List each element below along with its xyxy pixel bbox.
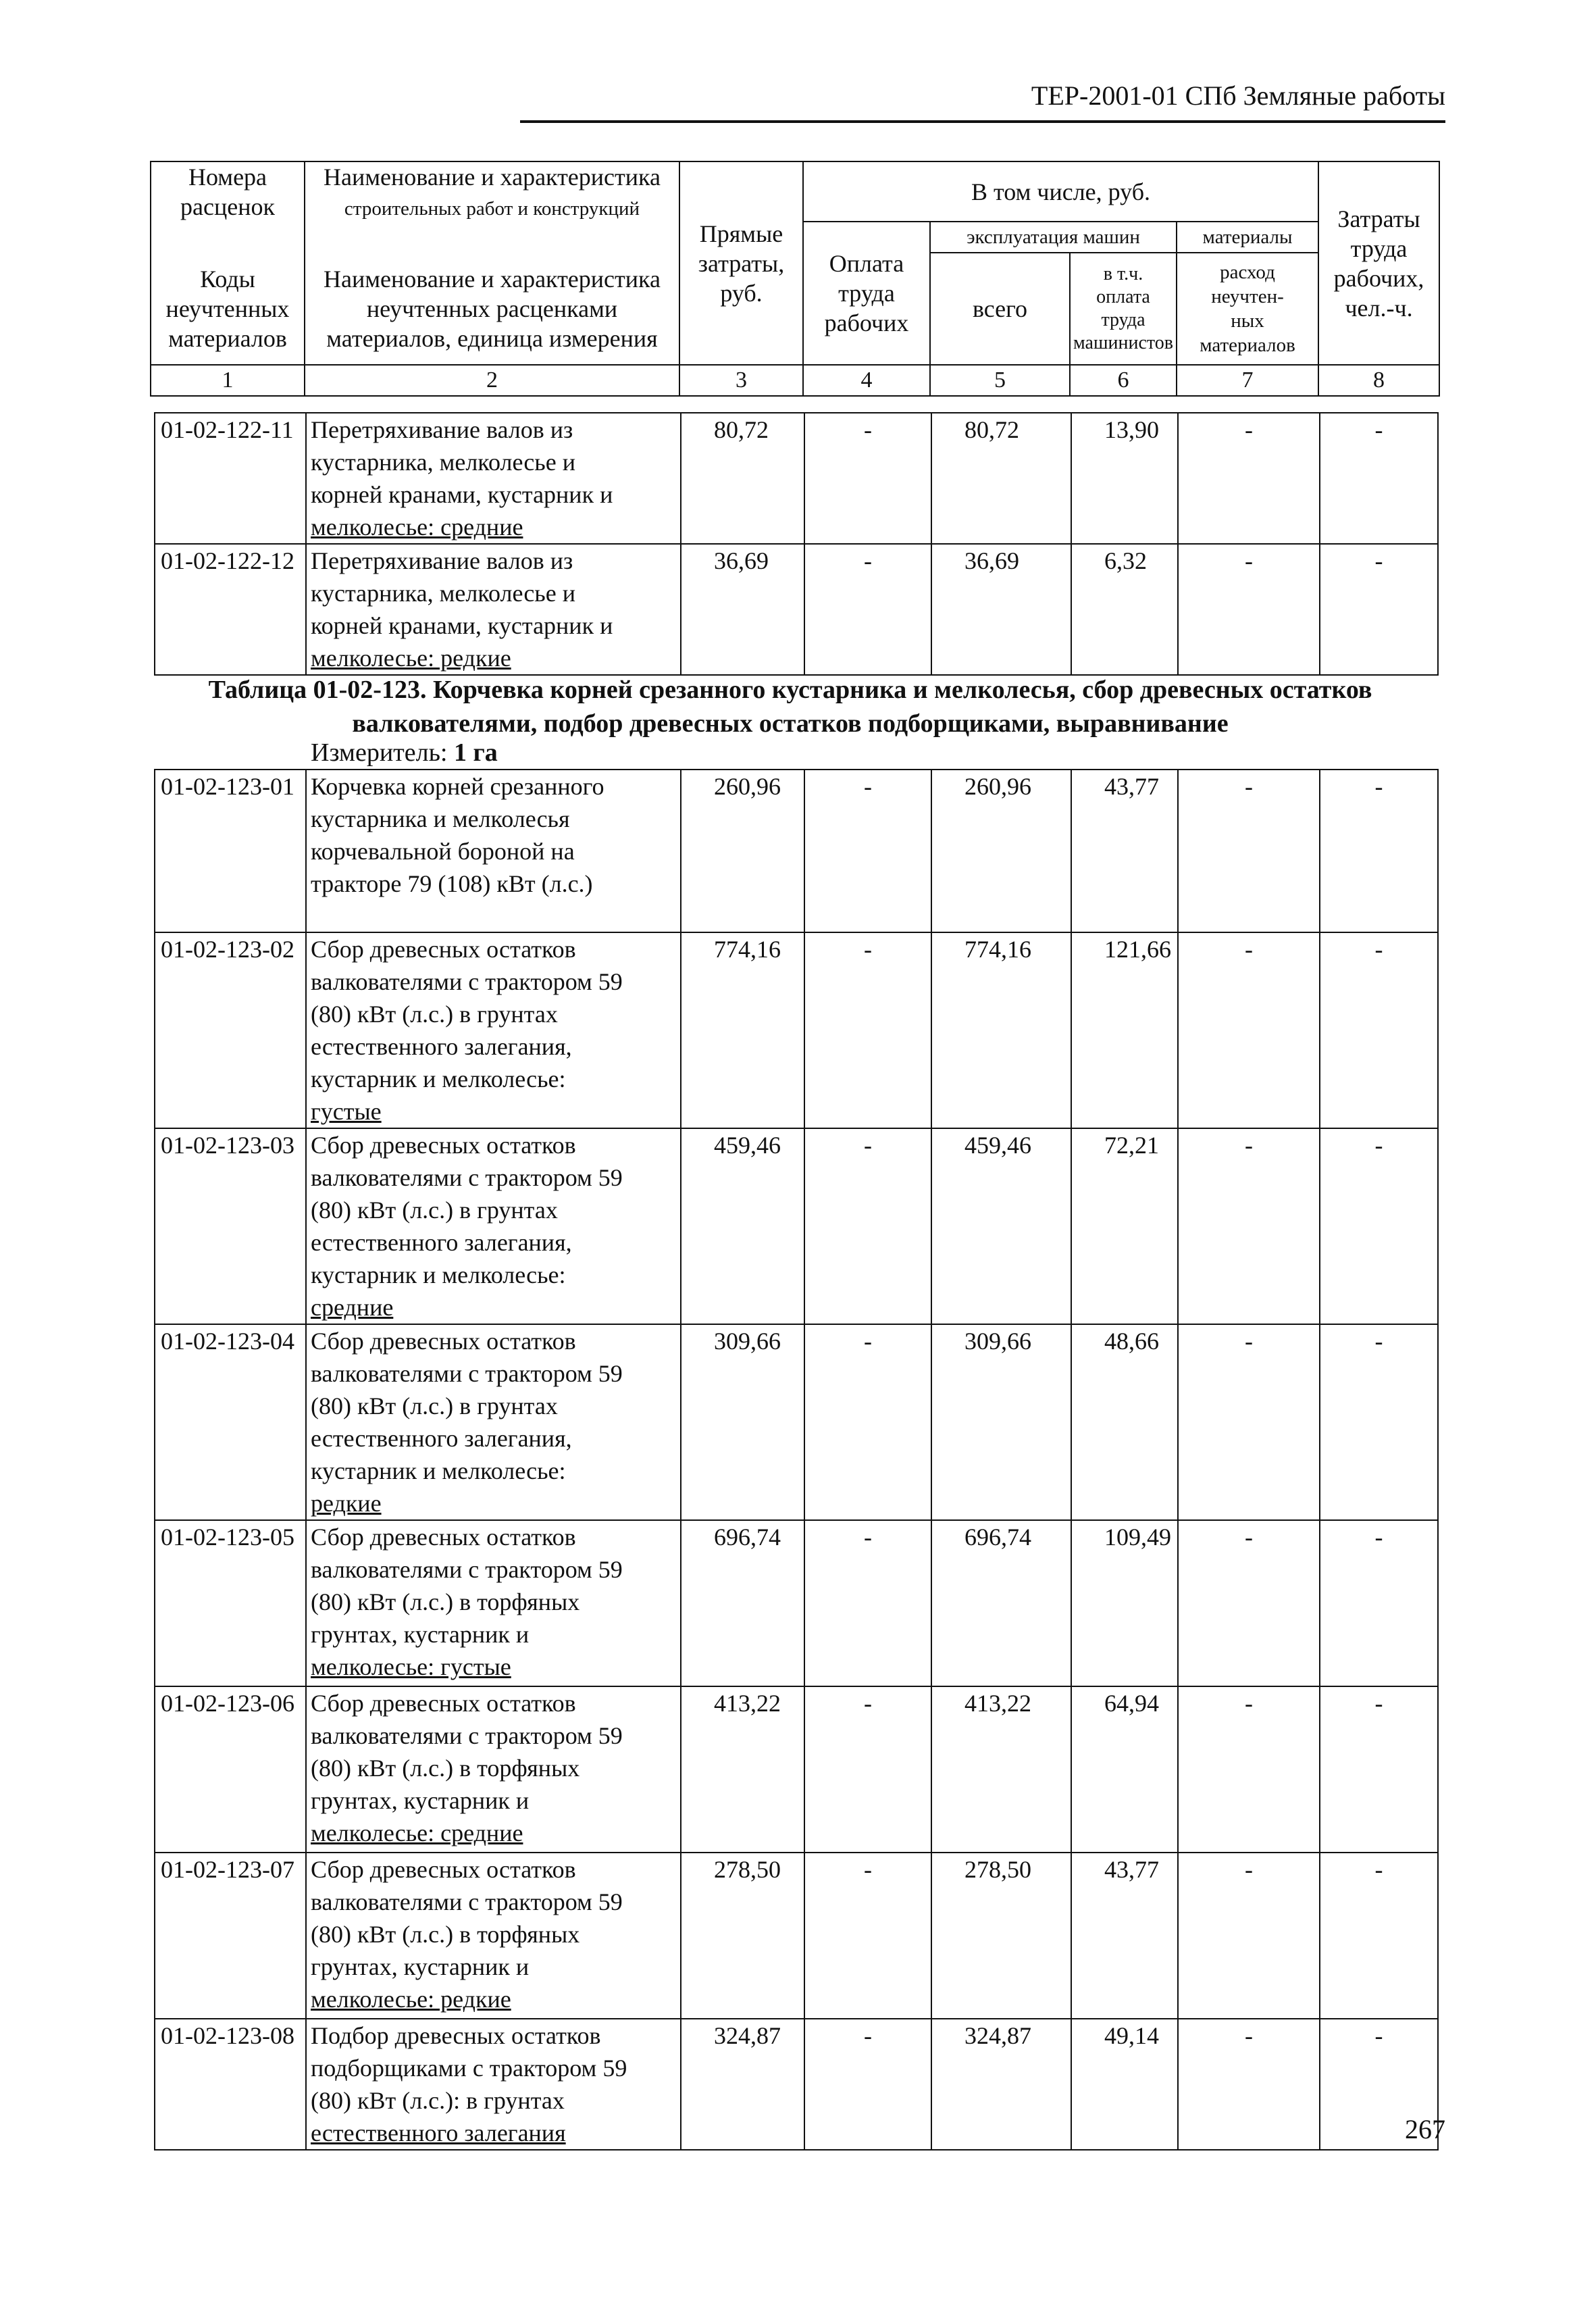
page-number: 267 [1405, 2114, 1445, 2144]
materials-usage: - [1178, 2019, 1320, 2150]
labor-cost: - [804, 544, 931, 675]
machinist-labor-cost: 43,77 [1071, 1853, 1178, 2019]
direct-cost: 278,50 [681, 1853, 804, 2019]
work-description-text: Сбор древесных остатков валкователями с трактором 59 (80) кВт (л.с.) в грунтах естественного залегания, кустарник и мелколесье: [311, 1132, 623, 1288]
work-description-text: Сбор древесных остатков валкователями с трактором 59 (80) кВт (л.с.) в торфяных грунтах, кустарник и [311, 1690, 623, 1814]
rate-code: 01-02-123-07 [155, 1853, 306, 2019]
work-description [306, 932, 681, 1128]
rates-table-123 [154, 769, 1439, 2150]
table-row [155, 1128, 1438, 1324]
work-description-last-line: естественного залегания [311, 2119, 566, 2146]
col5-header: всего [930, 253, 1070, 365]
measure-unit: Измеритель: 1 га [311, 738, 498, 767]
machine-cost-total: 774,16 [931, 932, 1071, 1128]
materials-usage: - [1178, 413, 1320, 544]
table-row [155, 1686, 1438, 1853]
machines-header: эксплуатация машин [930, 222, 1177, 253]
work-description [306, 1324, 681, 1520]
col-number: 7 [1177, 365, 1318, 396]
rate-code: 01-02-123-04 [155, 1324, 306, 1520]
materials-usage: - [1178, 770, 1320, 932]
direct-cost: 459,46 [681, 1128, 804, 1324]
work-description-last-line: мелколесье: редкие [311, 645, 511, 672]
direct-cost: 80,72 [681, 413, 804, 544]
labor-cost: - [804, 1324, 931, 1520]
labor-hours: - [1320, 770, 1438, 932]
col1-bottom-header: Коды неучтенных материалов [151, 222, 305, 365]
labor-hours: - [1320, 932, 1438, 1128]
machine-cost-total: 413,22 [931, 1686, 1071, 1853]
col-number: 5 [930, 365, 1070, 396]
labor-cost: - [804, 2019, 931, 2150]
col-number: 3 [679, 365, 803, 396]
work-description-text: Перетряхивание валов из кустарника, мелколесье и корней кранами, кустарник и [311, 416, 613, 508]
work-description-text: Сбор древесных остатков валкователями с трактором 59 (80) кВт (л.с.) в грунтах естественного залегания, кустарник и мелколесье: [311, 936, 623, 1092]
col8-header: Затраты труда рабочих, чел.-ч. [1318, 161, 1439, 365]
header-rule [520, 120, 1445, 123]
machine-cost-total: 696,74 [931, 1520, 1071, 1686]
rate-code: 01-02-122-11 [155, 413, 306, 544]
materials-usage: - [1178, 1520, 1320, 1686]
labor-hours: - [1320, 413, 1438, 544]
machinist-labor-cost: 49,14 [1071, 2019, 1178, 2150]
work-description-text: Подбор древесных остатков подборщиками с трактором 59 (80) кВт (л.с.): в грунтах [311, 2022, 627, 2114]
rate-code: 01-02-123-05 [155, 1520, 306, 1686]
col7-header: расход неучтен- ных материалов [1177, 253, 1318, 365]
machinist-labor-cost: 13,90 [1071, 413, 1178, 544]
table-row [155, 770, 1438, 932]
materials-usage: - [1178, 932, 1320, 1128]
rate-code: 01-02-123-02 [155, 932, 306, 1128]
labor-cost: - [804, 1853, 931, 2019]
labor-hours: - [1320, 2019, 1438, 2150]
col3-header: Прямые затраты, руб. [679, 161, 803, 365]
direct-cost: 413,22 [681, 1686, 804, 1853]
table-row [155, 544, 1438, 675]
labor-hours: - [1320, 1324, 1438, 1520]
direct-cost: 696,74 [681, 1520, 804, 1686]
rate-code: 01-02-123-08 [155, 2019, 306, 2150]
table-row [155, 1853, 1438, 2019]
labor-hours: - [1320, 544, 1438, 675]
table-row [155, 1324, 1438, 1520]
labor-hours: - [1320, 1520, 1438, 1686]
labor-hours: - [1320, 1128, 1438, 1324]
column-header-table [150, 161, 1440, 397]
rate-code: 01-02-123-01 [155, 770, 306, 932]
materials-usage: - [1178, 1128, 1320, 1324]
running-head: ТЕР-2001-01 СПб Земляные работы [1031, 80, 1445, 111]
work-description-text: Сбор древесных остатков валкователями с трактором 59 (80) кВт (л.с.) в торфяных грунтах, кустарник и [311, 1524, 623, 1648]
work-description [306, 1686, 681, 1853]
labor-cost: - [804, 1128, 931, 1324]
table-row [155, 1520, 1438, 1686]
machine-cost-total: 260,96 [931, 770, 1071, 932]
labor-hours: - [1320, 1853, 1438, 2019]
labor-cost: - [804, 413, 931, 544]
materials-usage: - [1178, 1686, 1320, 1853]
work-description-last-line: редкие [311, 1490, 382, 1517]
rates-table-122 [154, 412, 1439, 676]
machine-cost-total: 309,66 [931, 1324, 1071, 1520]
work-description-last-line: средние [311, 1294, 394, 1321]
work-description [306, 2019, 681, 2150]
col-number: 2 [305, 365, 679, 396]
direct-cost: 309,66 [681, 1324, 804, 1520]
work-description-last-line: мелколесье: средние [311, 1819, 523, 1846]
rate-code: 01-02-122-12 [155, 544, 306, 675]
rate-code: 01-02-123-06 [155, 1686, 306, 1853]
materials-header: материалы [1177, 222, 1318, 253]
materials-usage: - [1178, 1853, 1320, 2019]
labor-hours: - [1320, 1686, 1438, 1853]
machinist-labor-cost: 6,32 [1071, 544, 1178, 675]
work-description-last-line: мелколесье: густые [311, 1653, 511, 1680]
machine-cost-total: 324,87 [931, 2019, 1071, 2150]
col-number: 1 [151, 365, 305, 396]
work-description-last-line: мелколесье: редкие [311, 1986, 511, 2013]
col4-header: Оплата труда рабочих [803, 222, 930, 365]
group-header: В том числе, руб. [803, 161, 1318, 222]
work-description-last-line: мелколесье: средние [311, 513, 523, 540]
labor-cost: - [804, 1520, 931, 1686]
work-description [306, 1853, 681, 2019]
work-description [306, 1128, 681, 1324]
col6-header: в т.ч. оплата труда машинистов [1070, 253, 1177, 365]
work-description-text: Корчевка корней срезанного кустарника и мелколесья корчевальной бороной на тракторе 79 (108) кВт (л.с.) [311, 773, 604, 897]
direct-cost: 774,16 [681, 932, 804, 1128]
materials-usage: - [1178, 544, 1320, 675]
labor-cost: - [804, 770, 931, 932]
col2-bottom-header: Наименование и характеристика неучтенных расценками материалов, единица измерения [305, 222, 679, 365]
machine-cost-total: 278,50 [931, 1853, 1071, 2019]
work-description [306, 413, 681, 544]
table-row [155, 2019, 1438, 2150]
machine-cost-total: 36,69 [931, 544, 1071, 675]
work-description-text: Сбор древесных остатков валкователями с трактором 59 (80) кВт (л.с.) в торфяных грунтах, кустарник и [311, 1856, 623, 1980]
work-description-text: Перетряхивание валов из кустарника, мелколесье и корней кранами, кустарник и [311, 547, 613, 639]
col2-top-header: Наименование и характеристика строительных работ и конструкций [305, 161, 679, 222]
col1-top-header: Номера расценок [151, 161, 305, 222]
work-description [306, 1520, 681, 1686]
direct-cost: 324,87 [681, 2019, 804, 2150]
machinist-labor-cost: 109,49 [1071, 1520, 1178, 1686]
col-number: 4 [803, 365, 930, 396]
table-caption: Таблица 01-02-123. Корчевка корней срезанного кустарника и мелколесья, сбор древесных остатков валкователями, подбор древесных остатков подборщиками, выравнивание [208, 676, 1372, 738]
rate-code: 01-02-123-03 [155, 1128, 306, 1324]
work-description-last-line: густые [311, 1098, 382, 1125]
materials-usage: - [1178, 1324, 1320, 1520]
col-number: 8 [1318, 365, 1439, 396]
direct-cost: 260,96 [681, 770, 804, 932]
col-number: 6 [1070, 365, 1177, 396]
machine-cost-total: 459,46 [931, 1128, 1071, 1324]
work-description-text: Сбор древесных остатков валкователями с трактором 59 (80) кВт (л.с.) в грунтах естественного залегания, кустарник и мелколесье: [311, 1328, 623, 1484]
direct-cost: 36,69 [681, 544, 804, 675]
machinist-labor-cost: 72,21 [1071, 1128, 1178, 1324]
machinist-labor-cost: 121,66 [1071, 932, 1178, 1128]
table-row [155, 932, 1438, 1128]
machine-cost-total: 80,72 [931, 413, 1071, 544]
labor-cost: - [804, 932, 931, 1128]
labor-cost: - [804, 1686, 931, 1853]
machinist-labor-cost: 48,66 [1071, 1324, 1178, 1520]
machinist-labor-cost: 64,94 [1071, 1686, 1178, 1853]
table-row [155, 413, 1438, 544]
work-description [306, 544, 681, 675]
work-description [306, 770, 681, 932]
machinist-labor-cost: 43,77 [1071, 770, 1178, 932]
